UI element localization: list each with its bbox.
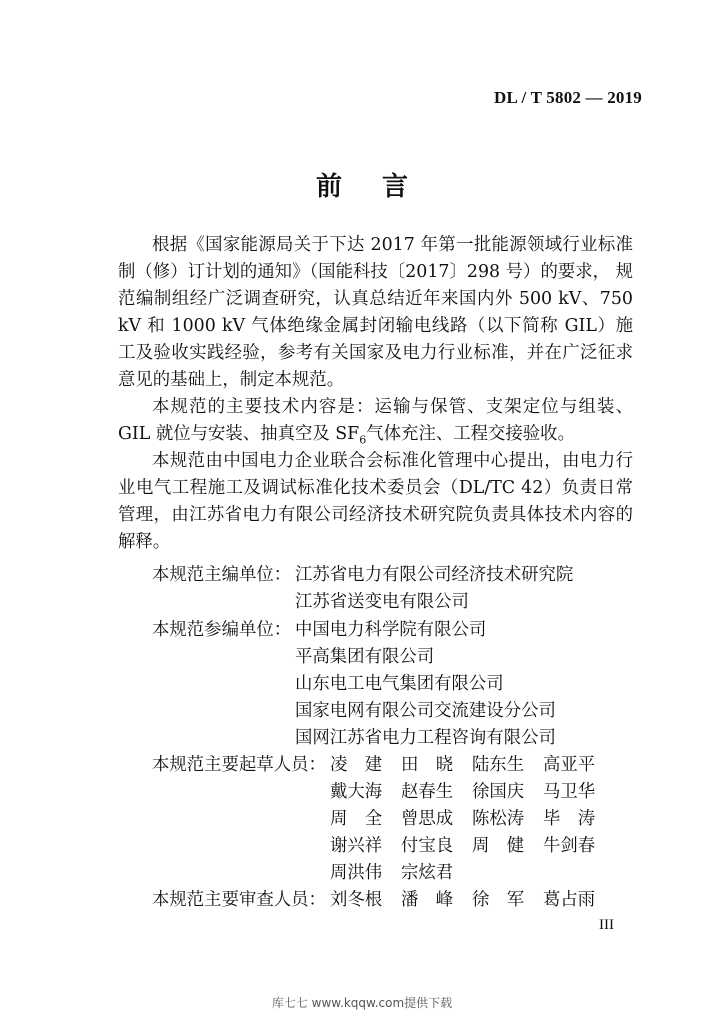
drafter-name: 付宝良 xyxy=(401,836,454,856)
drafter-name: 田 晓 xyxy=(401,755,454,775)
drafter-name: 周洪伟 xyxy=(330,863,383,883)
drafters-names xyxy=(330,806,614,833)
participating-label: 本规范参编单位： xyxy=(152,620,292,640)
participating-unit: 国网江苏省电力工程咨询有限公司 xyxy=(295,728,556,748)
drafter-name: 高亚平 xyxy=(543,755,596,775)
drafter-name: 曾思成 xyxy=(401,809,454,829)
contents-subscript: 6 xyxy=(359,433,367,447)
drafter-name: 凌 建 xyxy=(330,755,383,775)
reviewer-name: 葛占雨 xyxy=(543,890,596,910)
drafter-name: 宗炫君 xyxy=(401,863,454,883)
standard-number: DL / T 5802 — 2019 xyxy=(494,88,642,107)
drafter-name: 戴大海 xyxy=(330,782,383,802)
page-title: 前言 xyxy=(315,172,448,202)
management-paragraph: 本规范由中国电力企业联合会标准化管理中心提出，由电力行业电气工程施工及调试标准化技术委员会（DL/TC 42）负责日常管理，由江苏省电力有限公司经济技术研究院负责具体技术内容的解释。 xyxy=(118,451,633,552)
participating-unit: 国家电网有限公司交流建设分公司 xyxy=(295,701,556,721)
drafter-name: 谢兴祥 xyxy=(330,836,383,856)
reviewers-row xyxy=(152,887,596,914)
technical-contents-paragraph xyxy=(118,394,633,453)
reviewers-names xyxy=(330,887,614,914)
drafter-name: 毕 涛 xyxy=(543,809,596,829)
drafter-name: 徐国庆 xyxy=(472,782,525,802)
drafters-names xyxy=(330,833,614,860)
drafters-names xyxy=(330,860,472,887)
contents-text-before: 本规范的主要技术内容是：运输与保管、支架定位与组装、GIL 就位与安装、抽真空及 SF xyxy=(118,397,633,444)
drafters-names xyxy=(330,779,614,806)
drafter-name: 周 全 xyxy=(330,809,383,829)
page-number: III xyxy=(599,917,614,933)
chief-editor-unit: 江苏省电力有限公司经济技术研究院 xyxy=(295,565,574,585)
drafter-name: 牛剑春 xyxy=(543,836,596,856)
reviewer-name: 徐 军 xyxy=(472,890,525,910)
chief-editor-unit: 江苏省送变电有限公司 xyxy=(295,592,469,612)
participating-unit: 山东电工电气集团有限公司 xyxy=(295,674,504,694)
drafter-name: 周 健 xyxy=(472,836,525,856)
reviewer-name: 刘冬根 xyxy=(330,890,383,910)
drafters-label: 本规范主要起草人员： xyxy=(152,755,326,775)
drafter-name: 赵春生 xyxy=(401,782,454,802)
chief-editor-label: 本规范主编单位： xyxy=(152,565,292,585)
reviewer-name: 潘 峰 xyxy=(401,890,454,910)
drafters-row xyxy=(152,752,596,779)
participating-unit: 平高集团有限公司 xyxy=(295,647,435,667)
download-watermark: 库七七 www.kqqw.com提供下载 xyxy=(271,996,453,1010)
drafter-name: 陈松涛 xyxy=(472,809,525,829)
drafter-name: 马卫华 xyxy=(543,782,596,802)
drafters-names xyxy=(330,752,614,779)
participating-row xyxy=(152,617,487,644)
contents-text-after: 气体充注、工程交接验收。 xyxy=(366,424,575,444)
participating-unit: 中国电力科学院有限公司 xyxy=(295,620,487,640)
drafter-name: 陆东生 xyxy=(472,755,525,775)
reviewers-label: 本规范主要审查人员： xyxy=(152,890,326,910)
chief-editor-row xyxy=(152,562,574,589)
intro-paragraph: 根据《国家能源局关于下达 2017 年第一批能源领域行业标准制（修）订计划的通知》（国能科技〔2017〕298 号）的要求， 规范编制组经广泛调查研究，认真总结近年来国内外 500 kV、750 kV 和 1000 kV 气体绝缘金属封闭输电线路（以下简称 GIL）施工及验收实践经验，参考有关国家及电力行业标准，并在广泛征求意见的基础上，制定本规范。 xyxy=(118,235,633,390)
